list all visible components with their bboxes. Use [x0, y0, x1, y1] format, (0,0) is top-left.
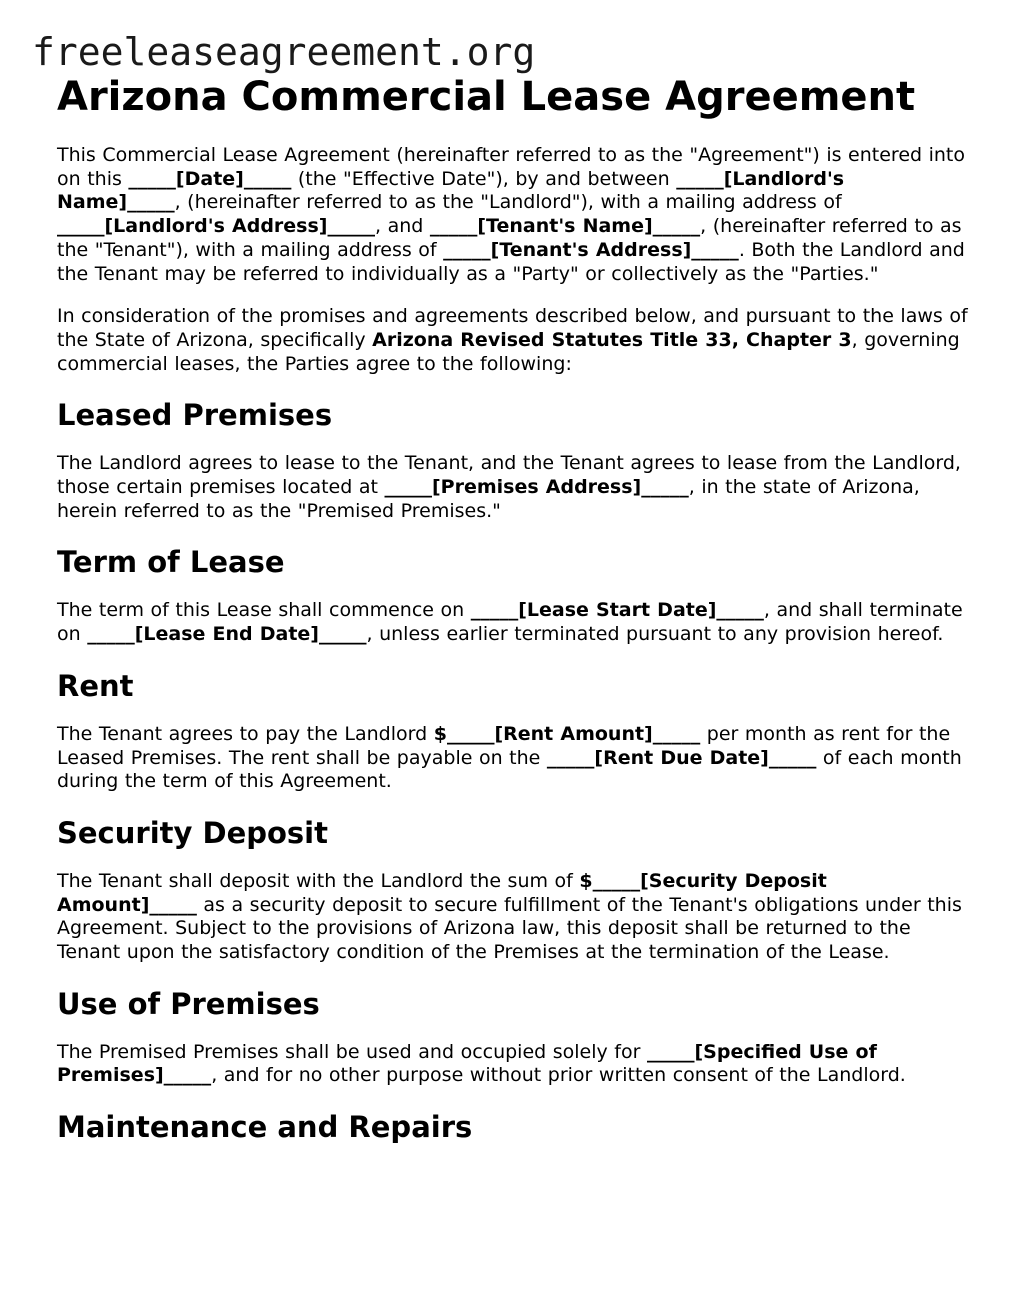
security-deposit-paragraph — [57, 870, 972, 965]
text: of each month during the term of this Agreement. — [57, 746, 962, 793]
section-heading-use-of-premises: Use of Premises — [57, 986, 320, 1021]
text: . Both the Landlord and the Tenant may be referred to individually as a "Party" or collectively as the "Parties." — [57, 238, 965, 285]
text: per month as rent for the Leased Premises. The rent shall be payable on the — [57, 722, 951, 769]
text: , (hereinafter referred to as the "Tenant"), with a mailing address of — [57, 215, 962, 261]
text: The Tenant agrees to pay the Landlord — [57, 722, 434, 745]
rent-amount-placeholder: $_____[Rent Amount]_____ — [433, 722, 701, 745]
rent-due-date-placeholder: _____[Rent Due Date]_____ — [546, 746, 817, 769]
premises-address-placeholder: _____[Premises Address]_____ — [384, 476, 689, 499]
landlord-address-placeholder: _____[Landlord's Address]_____ — [57, 215, 375, 238]
intro-paragraph — [57, 144, 972, 286]
text: This Commercial Lease Agreement (hereinafter referred to as the "Agreement") is entered into on this — [57, 144, 966, 190]
text: The Premised Premises shall be used and occupied solely for — [57, 1040, 647, 1063]
text: The Tenant shall deposit with the Landlord the sum of — [57, 869, 580, 892]
text: , in the state of Arizona, herein referred to as the "Premised Premises." — [57, 476, 920, 522]
text: , governing commercial leases, the Parties agree to the following: — [57, 328, 960, 375]
statute-reference: Arizona Revised Statutes Title 33, Chapter 3 — [372, 328, 852, 351]
lease-start-date-placeholder: _____[Lease Start Date]_____ — [470, 599, 764, 622]
use-of-premises-paragraph — [57, 1041, 972, 1088]
lease-end-date-placeholder: _____[Lease End Date]_____ — [87, 623, 367, 646]
document-page — [57, 72, 972, 1164]
text: In consideration of the promises and agreements described below, and pursuant to the laws of the State of Arizona, specifically — [57, 305, 968, 351]
text: (the "Effective Date"), by and between — [291, 167, 677, 190]
tenant-address-placeholder: _____[Tenant's Address]_____ — [443, 238, 739, 261]
document-title: Arizona Commercial Lease Agreement — [57, 74, 916, 120]
section-heading-rent: Rent — [57, 668, 134, 703]
leased-premises-paragraph — [57, 452, 972, 523]
rent-paragraph — [57, 723, 972, 794]
text: The term of this Lease shall commence on — [57, 599, 471, 622]
text: , unless earlier terminated pursuant to any provision hereof. — [366, 623, 944, 646]
section-heading-maintenance: Maintenance and Repairs — [57, 1110, 473, 1145]
watermark-text: freeleaseagreement.org — [32, 30, 536, 74]
text: , and — [374, 215, 430, 238]
section-heading-security-deposit: Security Deposit — [57, 815, 328, 850]
text: as a security deposit to secure fulfillment of the Tenant's obligations under this Agreement. Subject to the provisions of Arizona law, this deposit shall be returned to the Tenant upon the satisfactory condition of the Premises at the termination of the Lease. — [57, 893, 962, 964]
text: , and shall terminate on — [57, 599, 963, 646]
specified-use-placeholder: _____[Specified Use of Premises]_____ — [57, 1040, 877, 1087]
section-heading-term: Term of Lease — [57, 545, 285, 580]
text: , (hereinafter referred to as the "Landlord"), with a mailing address of — [174, 191, 842, 214]
landlord-name-placeholder: _____[Landlord's Name]_____ — [57, 167, 845, 214]
term-paragraph — [57, 599, 972, 646]
text: , and for no other purpose without prior written consent of the Landlord. — [211, 1064, 906, 1087]
text: The Landlord agrees to lease to the Tenant, and the Tenant agrees to lease from the Landlord, those certain premises located at — [57, 452, 961, 499]
consideration-paragraph — [57, 305, 972, 376]
tenant-name-placeholder: _____[Tenant's Name]_____ — [429, 215, 701, 238]
section-heading-leased-premises: Leased Premises — [57, 398, 333, 433]
security-deposit-amount-placeholder: $_____[Security Deposit Amount]_____ — [57, 869, 827, 916]
date-placeholder: _____[Date]_____ — [128, 167, 292, 190]
